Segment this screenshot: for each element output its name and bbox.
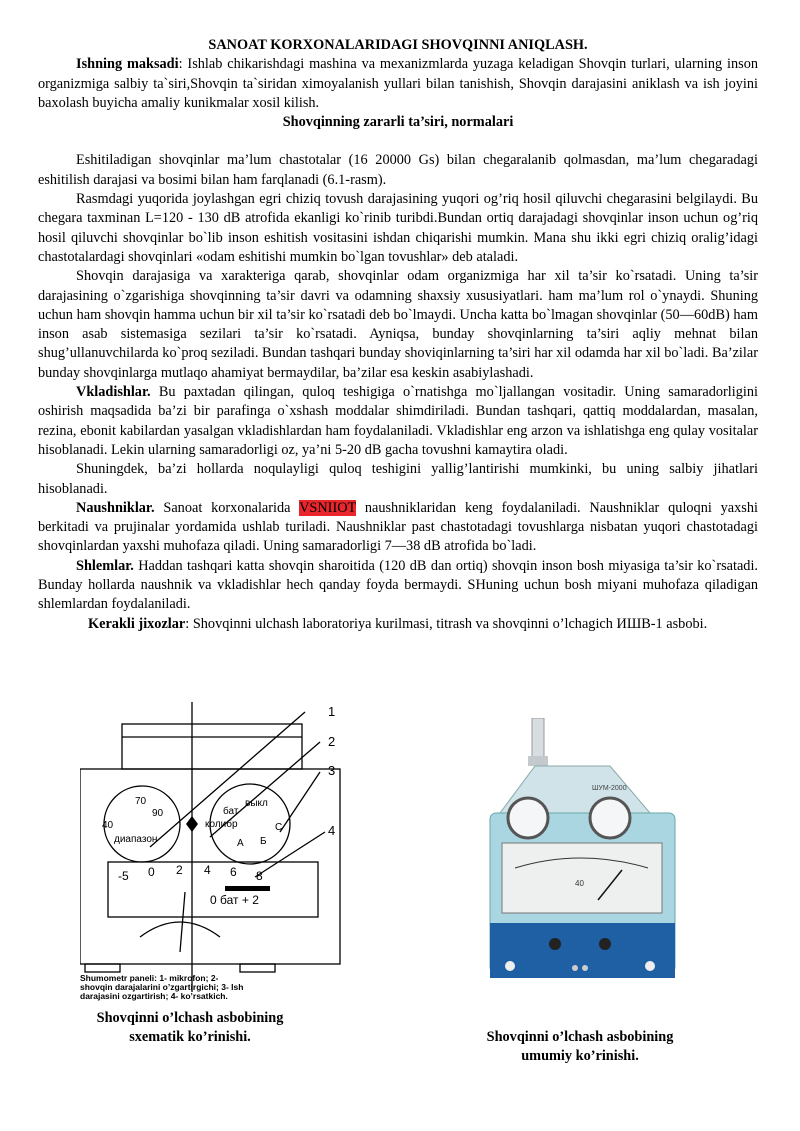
scale-tick--5: -5 [118, 869, 129, 883]
dial-label-b: Б [260, 836, 267, 847]
equipment-label: Kerakli jixozlar [88, 615, 186, 632]
shlemlar-text: Haddan tashqari katta shovqin sharoitida (120 dB dan ortiq) shovqin inson bosh miyasiga ta’sir ko`rsatadi. Bunday hollarda naushnik va vkladishlar hech qanday foyda bermaydi. SHuning uchun bosh miyani muhofaza qiladigan shlemlardan foydalaniladi. [38, 557, 758, 613]
dial-label-70: 70 [135, 796, 147, 807]
page-title: SANOAT KORXONALARIDAGI SHOVQINNI ANIQLASH. [208, 37, 588, 53]
microphone-housing [122, 724, 302, 769]
highlighted-term: VSNIIOT [299, 499, 357, 516]
figure-1-caption [70, 1009, 310, 1047]
pointer-arc [140, 922, 220, 937]
figure-1-caption-line-2: sxematik ko’rinishi. [129, 1029, 251, 1045]
naushniklar-text-a: Sanoat korxonalarida [154, 499, 300, 516]
left-knob-dial [508, 798, 548, 838]
shlemlar-label: Shlemlar. [76, 557, 134, 574]
scale-bottom-label: 0 бат + 2 [210, 893, 259, 907]
dial-label-a: А [237, 838, 244, 849]
dial-label-calibr: колибр [205, 819, 238, 830]
naushniklar-label: Naushniklar. [76, 499, 155, 516]
paragraph-naushniklar [38, 499, 758, 557]
naushniklar-text-b: naushniklaridan keng foydalaniladi. Naushniklar quloqni yaxshi berkitadi va prujinalar yordamida ushlab turiladi. Naushniklar past chastotadagi tovushlarga nisbatan yuqori chastotadagi shovqinlardan yaxshi muhofaza qiladi. Uning samaradorligi 7—38 dB atrofida bo`ladi. [38, 499, 758, 555]
scale-tick-6: 6 [230, 865, 237, 879]
paragraph-1: Eshitiladigan shovqinlar ma’lum chastotalar (16 20000 Gs) bilan chegaralanib qolmasdan, ma’lum chegaradagi eshitilish darajasi va bosimi bilan ham farqlanadi (6.1-rasm). [38, 152, 758, 188]
dial-label-40: 40 [102, 820, 114, 831]
aim-paragraph [38, 55, 758, 113]
callout-3: 3 [328, 763, 336, 778]
paragraph-shlemlar [38, 557, 758, 615]
scale-tick-0: 0 [148, 865, 155, 879]
paragraph-vkladishlar [38, 383, 758, 460]
dial-label-90: 90 [152, 808, 164, 819]
device-photo [480, 718, 680, 988]
figure-2-caption [455, 1028, 705, 1066]
dial-label-bat: бат [223, 806, 239, 817]
legend-line-1: Shumometr paneli: 1- mikrofon; 2- [80, 973, 219, 983]
aim-text: : Ishlab chikarishdagi mashina va mexanizmlarda yuzaga keladigan Shovqin turlari, ularning inson organizmiga salbiy ta`siri,Shovqin ta`siridan ximoyalanish yullari bilan tanishish, Shovqin darajasini aniklash va ish joyini baxolash buyicha amaliy kunikmalar xosil kilish. [38, 56, 758, 111]
paragraph-3: Shovqin darajasiga va xarakteriga qarab, shovqinlar odam organizmiga har xil ta’sir ko`rsatadi. Uning ta’sir darajasining o`zgarishiga shovqinning ta’sir davri va odamning shaxsiy xususiyatlari. ham ma’lum rol o`ynaydi. Shuning uchun ham shovqin hamma uchun bir xil ta’sir ko`rsatadi deb bo`lmaydi. Uncha katta bo`lmagan shovqinlar (50—60dB) ham inson asab sistemasiga sezilari ta’sir ko`rsatadi. Ayniqsa, bunday shovqinlarning ta’siri aqliy mehnat bilan shug’ullanuvchilarda ko`proq seziladi. Bundan tashqari bunday shoviqinlarning ta’siri har xil odamda har xil bo`ladi. Ba’zilar bunday shovqinlarga mutlaqo ahamiyat bermaydilar, ba’zilar esa keskin asabiylashadi. [38, 268, 758, 381]
section-subtitle: Shovqinning zararli ta’siri, normalari [282, 114, 514, 131]
aim-label: Ishning maksadi [76, 56, 179, 73]
callout-1: 1 [328, 704, 336, 719]
figure-2-caption-line-2: umumiy ko’rinishi. [521, 1048, 639, 1064]
dial-label-range: диапазон [114, 834, 158, 845]
paragraph-equipment [38, 615, 758, 634]
callout-4: 4 [328, 823, 336, 838]
figure-1-caption-line-1: Shovqinni o’lchash asbobining [96, 1010, 284, 1026]
schematic-figure [80, 702, 360, 1007]
vkladishlar-text: Bu paxtadan qilingan, quloq teshigiga o`rnatishga mo`ljallangan vositadir. Uning samaradorligini oshirish maqsadida ba’zi bir parafinga o`xshash moddalar shimdiriladi. Bundan tashqari, qattiq moddalardan, masalan, rezina, ebonit kabilardan yasalgan vkladishlardan ham foydalaniladi. Vkladishlar eng arzon va ishlatishga eng qulay vositalar hisoblanadi. Lekin ularning samaradorligi oz, ya’ni 5-20 dB gacha tovushni kamaytira oladi. [38, 384, 758, 458]
equipment-text: : Shovqinni ulchash laboratoriya kurilmasi, titrash va shovqinni o’lchagich ИШВ-1 asbobi. [185, 615, 708, 632]
legend-line-3: darajasini ozgartirish; 4- ko’rsatkich. [80, 991, 228, 1001]
paragraph-2: Rasmdagi yuqorida joylashgan egri chiziq tovush darajasining yuqori og’riq hosil qiluvchi chegarasini belgilaydi. Bu chegara taxminan L=120 - 130 dB atrofida ekanligi ko`rinib turibdi.Bundan ortiq darajadagi shovqinlar inson uchun og’riq hosil qiluvchi shovqinlar bo`lib inson eshitish vositasini ishdan chiqarishi mumkin. Mana shu ikki egri chiziq oralig’idagi chastotalardagi shovqinlari «odam eshitishi mumkin bo`lgan tovushlar» deb ataladi. [38, 191, 758, 265]
dial-label-c: С [275, 822, 283, 833]
callout-2: 2 [328, 734, 336, 749]
scale-window [108, 862, 318, 917]
vkladishlar-label: Vkladishlar. [76, 384, 151, 401]
meter-display [502, 843, 662, 913]
meter-value: 40 [575, 879, 584, 888]
document-body [38, 36, 758, 634]
paragraph-5: Shuningdek, ba’zi hollarda noqulayligi quloq teshigini yallig’lantirishi mumkinki, bu uning salbiy jihatlari hisoblanadi. [38, 461, 758, 497]
figure-2-caption-line-1: Shovqinni o’lchash asbobining [486, 1029, 674, 1045]
legend-line-2: shovqin darajalarini o’zgartirgichi; 3- Ish [80, 982, 244, 992]
scale-tick-2: 2 [176, 863, 183, 877]
device-model-label: ШУМ-2000 [592, 785, 627, 792]
scale-tick-4: 4 [204, 863, 211, 877]
scale-tick-8: 8 [256, 869, 263, 883]
dial-label-off: выкл [245, 798, 268, 809]
right-knob-dial [590, 798, 630, 838]
